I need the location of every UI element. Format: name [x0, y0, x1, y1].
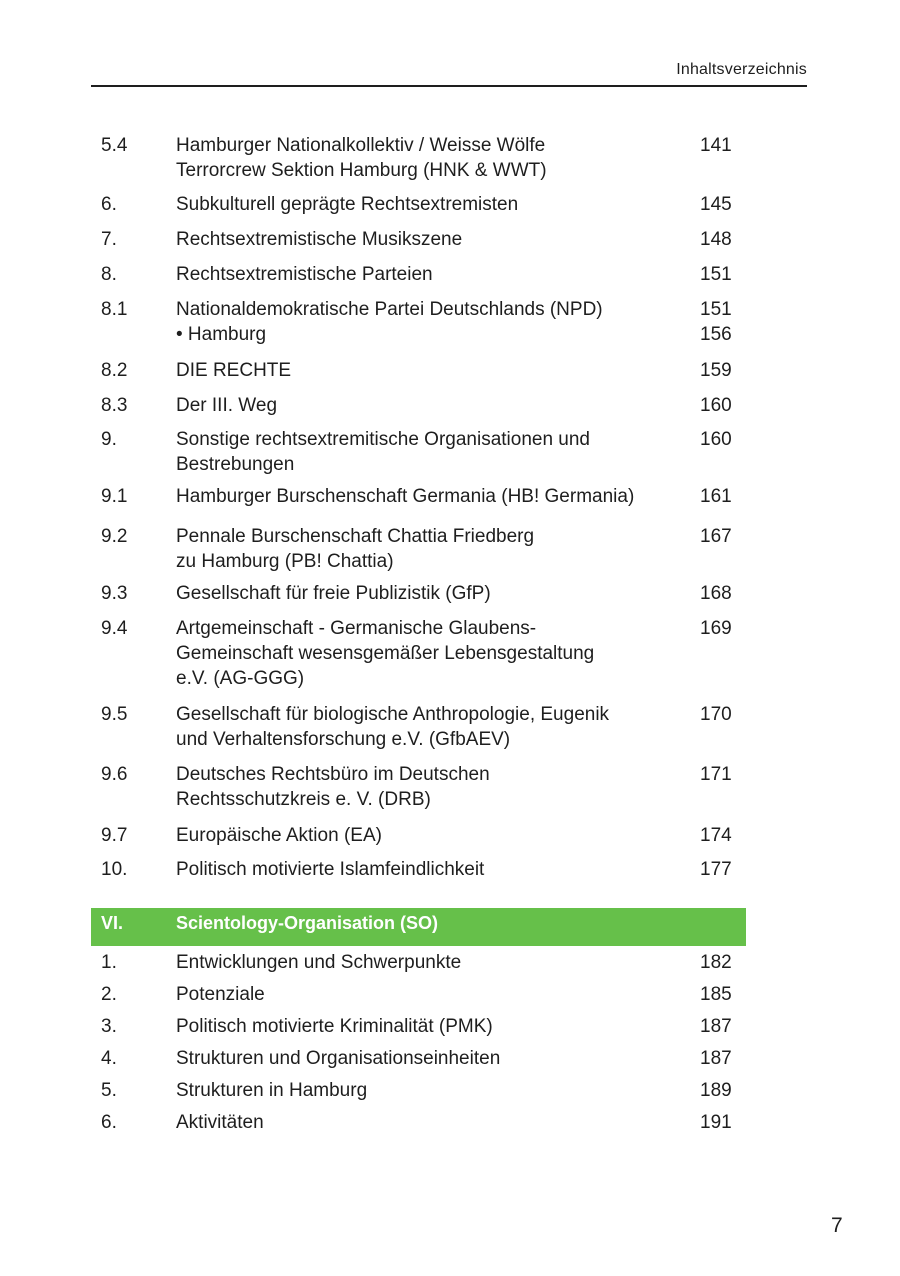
entry-number: 9.3 [101, 583, 128, 604]
entry-number: 10. [101, 859, 128, 880]
entry-page-number: 161 [700, 486, 732, 507]
entry-page [700, 1014, 732, 1039]
entry-number: 9.5 [101, 704, 128, 725]
entry-title [176, 524, 696, 574]
entry-page [700, 1078, 732, 1103]
entry-page-number: 182 [700, 952, 732, 973]
entry-page [700, 524, 732, 549]
entry-page [700, 581, 732, 606]
entry-title-line: Politisch motivierte Kriminalität (PMK) [176, 1016, 493, 1037]
entry-number: 8.1 [101, 299, 128, 320]
entry-number: 8.2 [101, 360, 128, 381]
entry-page-number: 177 [700, 859, 732, 880]
entry-page-number: 169 [700, 618, 732, 639]
entry-title-line: Artgemeinschaft - Germanische Glaubens- [176, 618, 537, 639]
entry-number: 6. [101, 1112, 117, 1133]
entry-page-number: 185 [700, 984, 732, 1005]
entry-title-line: Hamburger Nationalkollektiv / Weisse Wölfe [176, 135, 546, 156]
page-number: 7 [831, 1214, 843, 1237]
entry-page-number: 171 [700, 764, 732, 785]
entry-number: 7. [101, 229, 117, 250]
entry-title-line: e.V. (AG-GGG) [176, 668, 305, 689]
entry-page [700, 762, 732, 787]
entry-page-number: 174 [700, 825, 732, 846]
entry-page [700, 227, 732, 252]
entry-title [176, 393, 696, 418]
entry-number: 8. [101, 264, 117, 285]
entry-title [176, 262, 696, 287]
entry-page-number: 168 [700, 583, 732, 604]
entry-title [176, 1014, 696, 1039]
entry-title-line: • Hamburg [176, 324, 267, 345]
section-heading [91, 908, 746, 946]
entry-title-line: Rechtsextremistische Musikszene [176, 229, 463, 250]
entry-title [176, 133, 696, 183]
running-header [91, 60, 807, 87]
entry-page-number: 191 [700, 1112, 732, 1133]
entry-title-line: Terrorcrew Sektion Hamburg (HNK & WWT) [176, 160, 547, 181]
entry-page-number: 170 [700, 704, 732, 725]
entry-title [176, 1078, 696, 1103]
entry-title [176, 192, 696, 217]
entry-title [176, 1110, 696, 1135]
entry-page-number: 160 [700, 395, 732, 416]
entry-page [700, 358, 732, 383]
section-number: VI. [101, 913, 124, 933]
entry-title-line: Der III. Weg [176, 395, 278, 416]
entry-page-number: 151 [700, 264, 732, 285]
entry-title [176, 762, 696, 812]
entry-title-line: Gemeinschaft wesensgemäßer Lebensgestaltung [176, 643, 595, 664]
entry-title [176, 857, 696, 882]
entry-page-number: 145 [700, 194, 732, 215]
entry-page [700, 427, 732, 452]
entry-title [176, 702, 696, 752]
entry-title [176, 616, 696, 691]
entry-title-line: Bestrebungen [176, 454, 295, 475]
entry-title-line: Strukturen in Hamburg [176, 1080, 368, 1101]
entry-title [176, 950, 696, 975]
entry-title [176, 1046, 696, 1071]
entry-title-line: Deutsches Rechtsbüro im Deutschen [176, 764, 490, 785]
entry-page [700, 982, 732, 1007]
entry-number: 9.6 [101, 764, 128, 785]
entry-page [700, 192, 732, 217]
entry-number: 9.1 [101, 486, 128, 507]
entry-number: 1. [101, 952, 117, 973]
entry-page-number: 187 [700, 1048, 732, 1069]
entry-page [700, 297, 732, 347]
entry-title [176, 358, 696, 383]
entry-title-line: und Verhaltensforschung e.V. (GfbAEV) [176, 729, 511, 750]
entry-title [176, 427, 696, 477]
entry-page [700, 262, 732, 287]
entry-title-line: Gesellschaft für freie Publizistik (GfP) [176, 583, 491, 604]
entry-number: 5. [101, 1080, 117, 1101]
entry-page-number: 156 [700, 324, 732, 345]
entry-page-number: 189 [700, 1080, 732, 1101]
entry-number: 4. [101, 1048, 117, 1069]
entry-page-number: 167 [700, 526, 732, 547]
entry-title-line: Rechtsextremistische Parteien [176, 264, 433, 285]
entry-title-line: Hamburger Burschenschaft Germania (HB! Germania) [176, 486, 635, 507]
entry-title [176, 227, 696, 252]
entry-page [700, 484, 732, 509]
entry-title [176, 581, 696, 606]
entry-title-line: DIE RECHTE [176, 360, 292, 381]
entry-title-line: Subkulturell geprägte Rechtsextremisten [176, 194, 519, 215]
entry-page [700, 393, 732, 418]
entry-title-line: Entwicklungen und Schwerpunkte [176, 952, 462, 973]
entry-title-line: Europäische Aktion (EA) [176, 825, 382, 846]
entry-page [700, 616, 732, 641]
entry-number: 3. [101, 1016, 117, 1037]
entry-title-line: Rechtsschutzkreis e. V. (DRB) [176, 789, 431, 810]
entry-number: 9. [101, 429, 117, 450]
entry-page-number: 141 [700, 135, 732, 156]
entry-page-number: 148 [700, 229, 732, 250]
entry-number: 5.4 [101, 135, 128, 156]
entry-page-number: 159 [700, 360, 732, 381]
entry-page [700, 823, 732, 848]
entry-title-line: Potenziale [176, 984, 265, 1005]
entry-page-number: 160 [700, 429, 732, 450]
entry-title-line: Aktivitäten [176, 1112, 264, 1133]
entry-page-number: 187 [700, 1016, 732, 1037]
entry-title-line: zu Hamburg (PB! Chattia) [176, 551, 394, 572]
section-title: Scientology-Organisation (SO) [176, 913, 439, 933]
entry-title-line: Pennale Burschenschaft Chattia Friedberg [176, 526, 535, 547]
entry-title [176, 823, 696, 848]
entry-page [700, 950, 732, 975]
entry-page [700, 133, 732, 158]
entry-title-line: Gesellschaft für biologische Anthropologie, Eugenik [176, 704, 610, 725]
entry-number: 2. [101, 984, 117, 1005]
entry-title [176, 484, 696, 509]
header-title: Inhaltsverzeichnis [676, 61, 807, 78]
entry-page-number: 151 [700, 299, 732, 320]
entry-title-line: Strukturen und Organisationseinheiten [176, 1048, 501, 1069]
entry-number: 9.2 [101, 526, 128, 547]
entry-number: 9.4 [101, 618, 128, 639]
entry-number: 9.7 [101, 825, 128, 846]
entry-number: 6. [101, 194, 117, 215]
entry-title-line: Politisch motivierte Islamfeindlichkeit [176, 859, 485, 880]
entry-page [700, 857, 732, 882]
entry-page [700, 1110, 732, 1135]
entry-page [700, 1046, 732, 1071]
entry-title-line: Sonstige rechtsextremitische Organisationen und [176, 429, 591, 450]
entry-number: 8.3 [101, 395, 128, 416]
entry-page [700, 702, 732, 727]
entry-title [176, 297, 696, 347]
entry-title-line: Nationaldemokratische Partei Deutschlands (NPD) [176, 299, 603, 320]
entry-title [176, 982, 696, 1007]
